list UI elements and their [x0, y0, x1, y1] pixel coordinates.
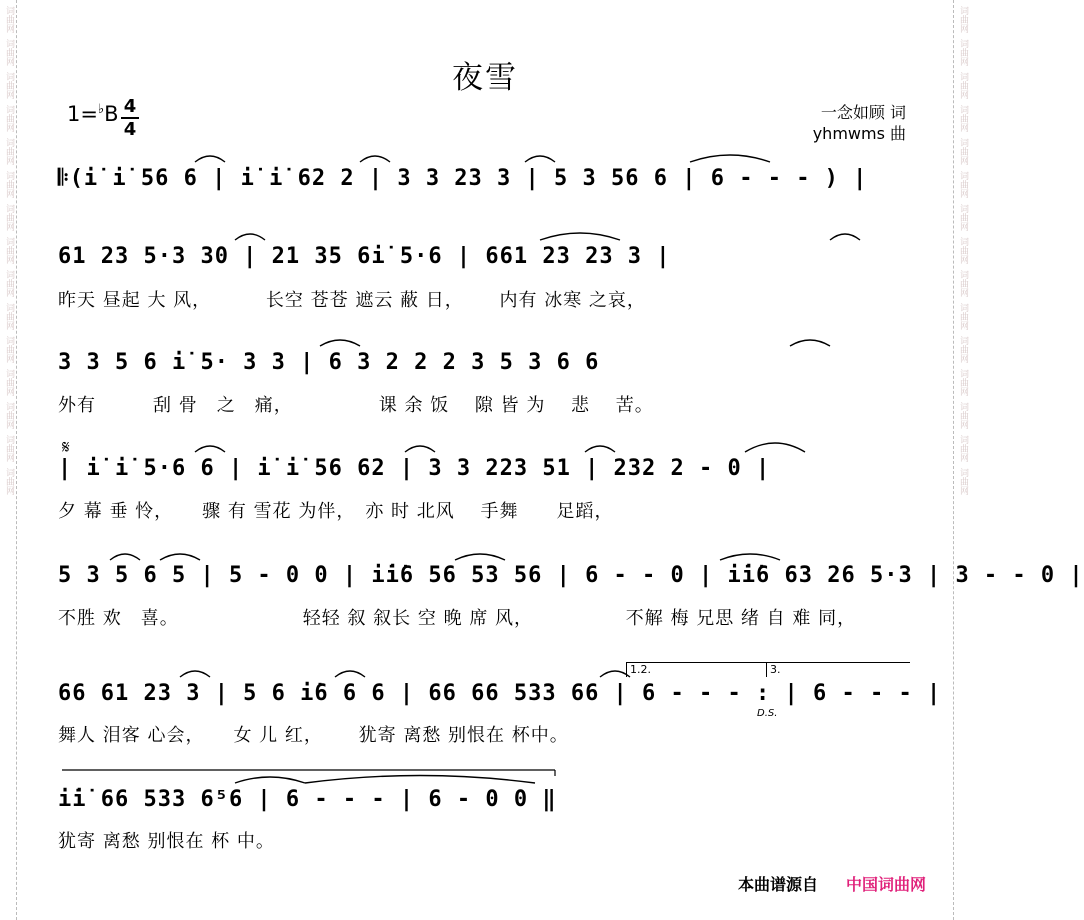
watermark-text: 词曲网 [958, 105, 968, 132]
slur [235, 234, 265, 240]
watermark-text: 词曲网 [4, 402, 14, 429]
watermark-text: 词曲网 [958, 435, 968, 462]
slur [690, 155, 770, 162]
slur [320, 340, 360, 346]
watermark-text: 词曲网 [4, 336, 14, 363]
watermark-text: 词曲网 [4, 6, 14, 33]
watermark-text: 词曲网 [4, 138, 14, 165]
key-prefix: 1= [67, 102, 98, 126]
dal-segno-mark: D.S. [757, 708, 778, 719]
notation-line: 61 23 5·3 30 | 21 35 6i̇ 5·6 | 661 23 23 3 | [58, 244, 671, 269]
lyricist-credit: 一念如顾 词 [820, 103, 906, 122]
watermark-text: 词曲网 [958, 336, 968, 363]
watermark-text: 词曲网 [958, 237, 968, 264]
watermark-text: 词曲网 [4, 171, 14, 198]
lyric-line: 外有 刮 骨 之 痛， 课 余 饭 隙 皆 为 悲 苦。 [58, 395, 654, 416]
watermark-text: 词曲网 [958, 39, 968, 66]
slur [195, 156, 225, 162]
composer-credit: yhmwms 曲 [812, 124, 906, 143]
segno-sign: 𝄋 [62, 437, 70, 458]
slur [585, 446, 615, 452]
slur [335, 671, 365, 677]
lyric-line: 夕 幕 垂 怜， 骤 有 雪花 为伴， 亦 时 北风 手舞 足蹈， [58, 501, 614, 522]
watermark-text: 词曲网 [4, 237, 14, 264]
notation-line: 66 61 23 3 | 5 6 i̇6 6 6 | 66 66 533 66 | 6 - - - : | 6 - - - | [58, 681, 942, 706]
song-title: 夜雪 [452, 60, 518, 96]
watermark-text: 词曲网 [4, 105, 14, 132]
flat-sign: ♭ [97, 102, 105, 117]
volta-first-ending: 1.2. [626, 662, 766, 677]
watermark-text: 词曲网 [4, 369, 14, 396]
watermark-text: 词曲网 [958, 204, 968, 231]
slur [110, 554, 140, 560]
meter-top: 4 [123, 96, 137, 117]
slur [540, 233, 620, 240]
slur [745, 443, 805, 452]
slur [405, 446, 435, 452]
watermark-text: 词曲网 [4, 303, 14, 330]
slur [180, 671, 210, 677]
slur [830, 234, 860, 240]
lyric-line: 舞人 泪客 心会， 女 儿 红， 犹寄 离愁 别恨在 杯中。 [58, 725, 569, 746]
slur [600, 671, 630, 677]
slur [160, 554, 200, 560]
watermark-text: 词曲网 [958, 270, 968, 297]
slur [305, 776, 535, 784]
slur [195, 446, 225, 452]
slur [525, 156, 555, 162]
meter-bottom: 4 [123, 119, 137, 140]
notation-line: | i̇ i̇ 5·6 6 | i̇ i̇ 56 62 | 3 3 223 51 | 232 2 - 0 | [58, 456, 771, 481]
notation-line: 5 3 5 6 5 | 5 - 0 0 | i̇i̇6 56 53 56 | 6 - - 0 | i̇i̇6 63 26 5·3 | 3 - - 0 | [58, 563, 1084, 588]
lyric-line: 昨天 昼起 大 风， 长空 苍苍 遮云 蔽 日， 内有 冰寒 之哀， [58, 290, 646, 311]
watermark-text: 词曲网 [4, 204, 14, 231]
volta-second-ending: 3. [766, 662, 910, 677]
key-note: B [104, 102, 119, 126]
source-site-link[interactable]: 中国词曲网 [846, 875, 927, 894]
notation-line: 𝄆(i̇ i̇ 56 6 | i̇ i̇ 62 2 | 3 3 23 3 | 5 3 56 6 | 6 - - - ) | [58, 166, 868, 191]
watermark-text: 词曲网 [958, 72, 968, 99]
source-label: 本曲谱源自 [738, 875, 819, 894]
watermark-text: 词曲网 [4, 72, 14, 99]
notation-line: 3 3 5 6 i̇ 5· 3 3 | 6 3 2 2 2 3 5 3 6 6 [58, 350, 600, 375]
watermark-text: 词曲网 [958, 171, 968, 198]
slur [455, 554, 505, 560]
lyric-line: 不胜 欢 喜。 轻轻 叙 叙长 空 晚 席 风， 不解 梅 兄思 绪 自 难 同， [58, 608, 857, 629]
lyric-line: 犹寄 离愁 别恨在 杯 中。 [58, 831, 275, 852]
watermark-text: 词曲网 [958, 468, 968, 495]
watermark-text: 词曲网 [958, 6, 968, 33]
watermark-text: 词曲网 [958, 303, 968, 330]
watermark-text: 词曲网 [4, 39, 14, 66]
watermark-text: 词曲网 [4, 435, 14, 462]
notation-line: i̇i̇ 66 533 6⁵6 | 6 - - - | 6 - 0 0 ‖ [58, 787, 557, 812]
watermark-text: 词曲网 [958, 402, 968, 429]
slur [720, 554, 780, 560]
watermark-text: 词曲网 [4, 270, 14, 297]
slur [360, 156, 390, 162]
slur [235, 777, 305, 783]
watermark-text: 词曲网 [4, 468, 14, 495]
watermark-text: 词曲网 [958, 138, 968, 165]
slur [790, 340, 830, 346]
watermark-text: 词曲网 [958, 369, 968, 396]
